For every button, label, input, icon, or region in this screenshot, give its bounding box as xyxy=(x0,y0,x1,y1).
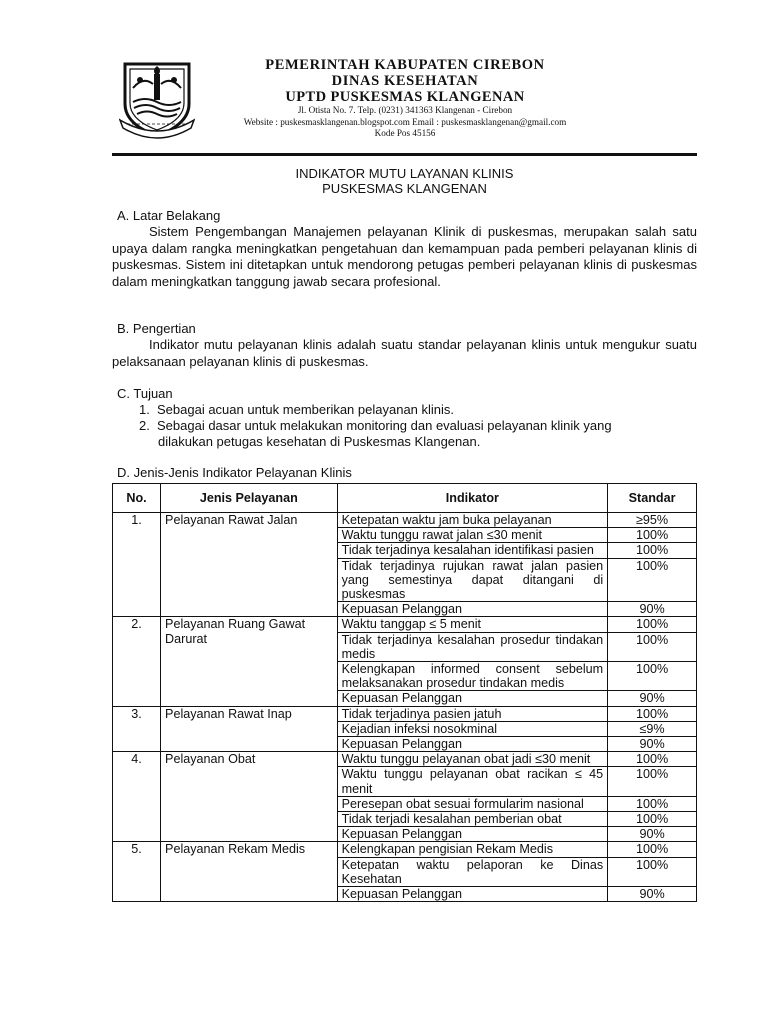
indicator-cell: Ketepatan waktu jam buka pelayanan xyxy=(337,513,608,528)
service-number: 3. xyxy=(113,706,161,752)
standard-cell: 100% xyxy=(608,796,697,811)
section-b-heading: B. Pengertian xyxy=(117,321,196,336)
indicator-cell: Kepuasan Pelanggan xyxy=(337,602,608,617)
indicator-cell: Kelengkapan pengisian Rekam Medis xyxy=(337,842,608,857)
standard-cell: 100% xyxy=(608,528,697,543)
list-item xyxy=(139,402,696,418)
standard-cell: 90% xyxy=(608,887,697,902)
standard-cell: 90% xyxy=(608,602,697,617)
section-c-heading: C. Tujuan xyxy=(117,386,173,401)
indicator-cell: Waktu tunggu pelayanan obat racikan ≤ 45 menit xyxy=(337,767,608,796)
standard-cell: 100% xyxy=(608,842,697,857)
letterhead xyxy=(200,57,610,140)
standard-cell: ≤9% xyxy=(608,721,697,736)
header-no: No. xyxy=(113,484,161,513)
standard-cell: 100% xyxy=(608,632,697,661)
indicator-cell: Tidak terjadinya pasien jatuh xyxy=(337,706,608,721)
service-type: Pelayanan Rawat Jalan xyxy=(161,513,338,617)
letterhead-department: DINAS KESEHATAN xyxy=(331,73,479,89)
standard-cell: 100% xyxy=(608,543,697,558)
service-number: 4. xyxy=(113,752,161,842)
letterhead-unit: UPTD PUSKESMAS KLANGENAN xyxy=(285,89,525,105)
table-row xyxy=(113,752,697,767)
service-type: Pelayanan Ruang Gawat Darurat xyxy=(161,617,338,706)
header-jenis-pelayanan: Jenis Pelayanan xyxy=(161,484,338,513)
letterhead-government: PEMERINTAH KABUPATEN CIREBON xyxy=(265,57,545,73)
standard-cell: 90% xyxy=(608,827,697,842)
indicator-cell: Kepuasan Pelanggan xyxy=(337,887,608,902)
standard-cell: 100% xyxy=(608,617,697,632)
indicator-cell: Kejadian infeksi nosokminal xyxy=(337,721,608,736)
indicator-cell: Tidak terjadinya rujukan rawat jalan pasien yang semestinya dapat ditangani di puskesmas xyxy=(337,558,608,602)
section-d-heading: D. Jenis-Jenis Indikator Pelayanan Klinis xyxy=(117,465,352,480)
letterhead-address: Jl. Otista No. 7. Telp. (0231) 341363 Klangenan - Cirebon xyxy=(297,105,513,115)
letterhead-postal: Kode Pos 45156 xyxy=(374,128,436,138)
standard-cell: 100% xyxy=(608,767,697,796)
header-indikator: Indikator xyxy=(337,484,608,513)
standard-cell: ≥95% xyxy=(608,513,697,528)
indicator-cell: Peresepan obat sesuai formularim nasional xyxy=(337,796,608,811)
standard-cell: 90% xyxy=(608,737,697,752)
list-item-continuation: dilakukan petugas kesehatan di Puskesmas Klangenan. xyxy=(158,434,481,449)
table-header-row xyxy=(113,484,697,513)
list-item-number: 2. xyxy=(139,418,150,433)
service-number: 5. xyxy=(113,842,161,902)
indicator-cell: Waktu tunggu rawat jalan ≤30 menit xyxy=(337,528,608,543)
standard-cell: 100% xyxy=(608,752,697,767)
table-row xyxy=(113,842,697,857)
indicator-cell: Kelengkapan informed consent sebelum melaksanakan prosedur tindakan medis xyxy=(337,662,608,691)
table-row xyxy=(113,513,697,528)
service-type: Pelayanan Rawat Inap xyxy=(161,706,338,752)
section-a-heading: A. Latar Belakang xyxy=(117,208,221,223)
indicator-cell: Tidak terjadinya kesalahan identifikasi pasien xyxy=(337,543,608,558)
service-number: 2. xyxy=(113,617,161,706)
indicator-cell: Waktu tanggap ≤ 5 menit xyxy=(337,617,608,632)
title-line-2: PUSKESMAS KLANGENAN xyxy=(322,181,487,196)
standard-cell: 100% xyxy=(608,857,697,886)
service-type: Pelayanan Rekam Medis xyxy=(161,842,338,902)
table-row xyxy=(113,617,697,632)
title-line-1: INDIKATOR MUTU LAYANAN KLINIS xyxy=(295,166,514,181)
document-title xyxy=(112,166,697,196)
list-item-text: Sebagai acuan untuk memberikan pelayanan klinis. xyxy=(157,402,455,417)
indicator-cell: Waktu tunggu pelayanan obat jadi ≤30 menit xyxy=(337,752,608,767)
service-number: 1. xyxy=(113,513,161,617)
standard-cell: 100% xyxy=(608,558,697,602)
letterhead-website: Website : puskesmasklangenan.blogspot.com Email : puskesmasklangenan@gmail.com xyxy=(243,116,567,127)
table-row xyxy=(113,706,697,721)
section-a-text: Sistem Pengembangan Manajemen pelayanan Klinik di puskesmas, merupakan salah satu upaya dalam rangka meningkatkan pengetahuan dan kemampuan pada pemberi pelayanan klinis di puskesmas. Sistem ini ditetapkan untuk mendorong petugas pemberi pelayanan klinis di puskesmas dalam meningkatkan tanggung jawab secara profesional. xyxy=(112,224,697,289)
indicator-cell: Kepuasan Pelanggan xyxy=(337,737,608,752)
indicator-cell: Kepuasan Pelanggan xyxy=(337,827,608,842)
standard-cell: 100% xyxy=(608,706,697,721)
standard-cell: 100% xyxy=(608,662,697,691)
standard-cell: 90% xyxy=(608,691,697,706)
indicator-table xyxy=(112,483,697,902)
list-item xyxy=(139,418,696,450)
indicator-cell: Ketepatan waktu pelaporan ke Dinas Kesehatan xyxy=(337,857,608,886)
indicator-cell: Tidak terjadinya kesalahan prosedur tindakan medis xyxy=(337,632,608,661)
indicator-cell: Tidak terjadi kesalahan pemberian obat xyxy=(337,812,608,827)
list-item-text: Sebagai dasar untuk melakukan monitoring dan evaluasi pelayanan klinik yang xyxy=(157,418,612,433)
standard-cell: 100% xyxy=(608,812,697,827)
list-item-number: 1. xyxy=(139,402,150,417)
cirebon-regency-emblem-icon xyxy=(119,58,195,140)
service-type: Pelayanan Obat xyxy=(161,752,338,842)
indicator-cell: Kepuasan Pelanggan xyxy=(337,691,608,706)
section-b-text: Indikator mutu pelayanan klinis adalah suatu standar pelayanan klinis untuk mengukur suatu pelaksanaan pelayanan klinis di puskesmas. xyxy=(112,337,697,369)
letterhead-divider xyxy=(112,153,697,156)
header-standar: Standar xyxy=(608,484,697,513)
